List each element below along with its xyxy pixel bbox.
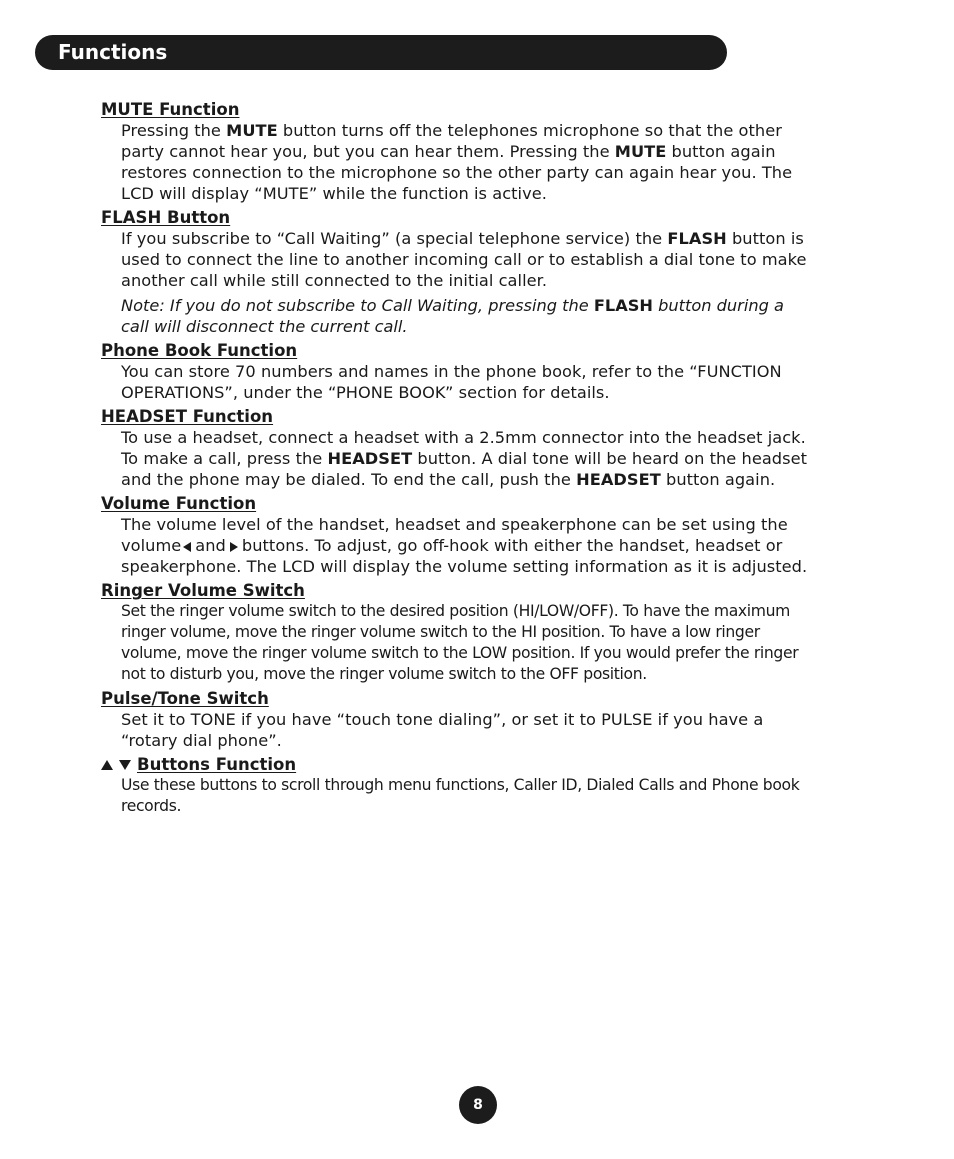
- ringer-heading: Ringer Volume Switch: [101, 581, 305, 600]
- buttons-section: [101, 755, 816, 817]
- mute-text: Pressing the MUTE button turns off the telephones microphone so that the other party cannot hear you, but you can hear them. Pressing the MUTE button again restores connection to the microphone so the other party can again hear you. The LCD will display “MUTE” while the function is active.: [121, 121, 793, 203]
- up-arrow-icon: [101, 760, 113, 770]
- pulse-tone-text: Set it to TONE if you have “touch tone dialing”, or set it to PULSE if you have a “rotary dial phone”.: [121, 710, 764, 750]
- pulse-tone-section: [101, 689, 816, 751]
- flash-heading: FLASH Button: [101, 208, 231, 227]
- volume-heading: Volume Function: [101, 494, 257, 513]
- pulse-tone-heading: Pulse/Tone Switch: [101, 689, 269, 708]
- mute-section: [101, 100, 816, 204]
- volume-section: [101, 494, 816, 577]
- left-arrow-icon: [183, 542, 191, 552]
- right-arrow-icon: [230, 542, 238, 552]
- flash-note: Note: If you do not subscribe to Call Waiting, pressing the FLASH button during a call will disconnect the current call.: [121, 296, 784, 336]
- functions-content: [101, 100, 816, 821]
- down-arrow-icon: [119, 760, 131, 770]
- buttons-heading: [101, 755, 816, 775]
- buttons-heading-label: Buttons Function: [137, 755, 297, 774]
- ringer-section: [101, 581, 816, 685]
- flash-text: If you subscribe to “Call Waiting” (a special telephone service) the FLASH button is used to connect the line to another incoming call or to establish a dial tone to make another call while still connected to the initial caller.: [121, 229, 807, 290]
- mute-heading: MUTE Function: [101, 100, 240, 119]
- headset-section: [101, 407, 816, 490]
- headset-text: To use a headset, connect a headset with a 2.5mm connector into the headset jack. To make a call, press the HEADSET button. A dial tone will be heard on the headset and the phone may be dialed. To end the call, push the HEADSET button again.: [121, 428, 808, 489]
- buttons-text: Use these buttons to scroll through menu functions, Caller ID, Dialed Calls and Phone book records.: [121, 776, 800, 815]
- page-title: Functions: [58, 40, 168, 64]
- ringer-text: Set the ringer volume switch to the desired position (HI/LOW/OFF). To have the maximum ringer volume, move the ringer volume switch to the HI position. To have a low ringer volume, move the ringer volume switch to the LOW position. If you would prefer the ringer not to disturb you, move the ringer volume switch to the OFF position.: [121, 602, 799, 683]
- phonebook-heading: Phone Book Function: [101, 341, 298, 360]
- volume-text: The volume level of the handset, headset and speakerphone can be set using the volume and buttons. To adjust, go off-hook with either the handset, headset or speakerphone. The LCD will display the volume setting information as it is adjusted.: [121, 515, 808, 576]
- section-header-bar: [35, 35, 727, 70]
- phonebook-text: You can store 70 numbers and names in the phone book, refer to the “FUNCTION OPERATIONS”, under the “PHONE BOOK” section for details.: [121, 362, 782, 402]
- page-number: 8: [459, 1086, 497, 1124]
- phonebook-section: [101, 341, 816, 403]
- headset-heading: HEADSET Function: [101, 407, 274, 426]
- flash-section: [101, 208, 816, 337]
